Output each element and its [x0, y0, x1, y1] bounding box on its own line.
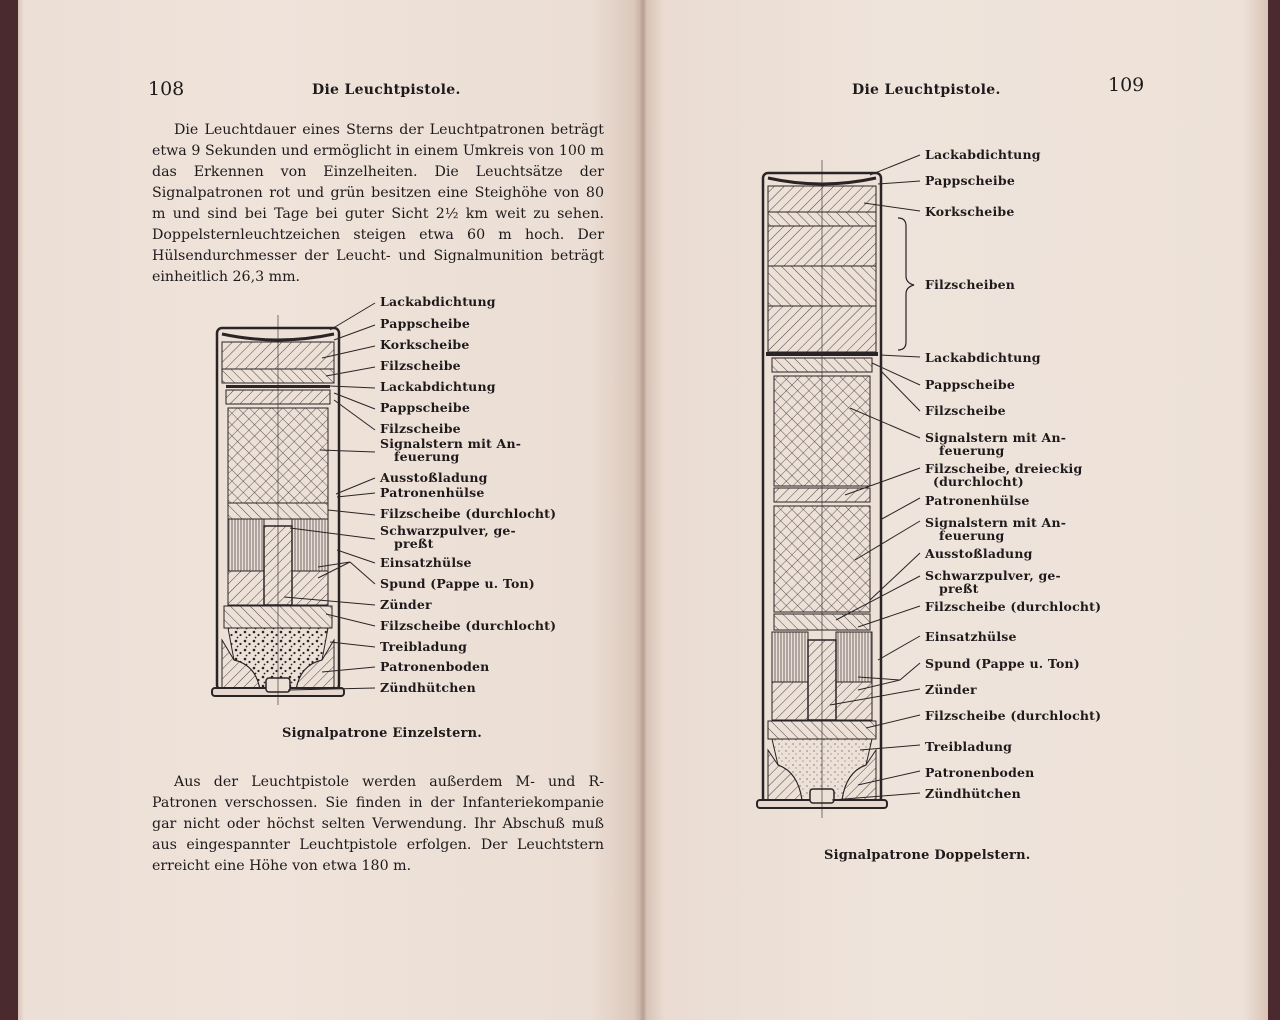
label-r-signalstern-2-line1: Signalstern mit An- — [925, 515, 1067, 530]
label-r-spund: Spund (Pappe u. Ton) — [925, 656, 1080, 671]
label-signalstern — [380, 437, 521, 463]
label-r-pappscheibe-2: Pappscheibe — [925, 377, 1015, 392]
paragraph-2-text: Aus der Leuchtpistole werden außerdem M- und R-Patronen verschossen. Sie finden in der Infanteriekompanie gar nicht oder höchst selten Verwendung. Ihr Abschuß muß aus eingespannter Leuchtpistole erfolgen. Der Leuchtstern erreicht eine Höhe von etwa 180 m. — [152, 774, 604, 874]
label-r-signalstern-1 — [925, 431, 1066, 457]
label-r-patronenboden: Patronenboden — [925, 765, 1035, 780]
label-schwarzpulver-line1: Schwarzpulver, ge- — [380, 523, 516, 538]
label-r-filzscheibe-dreieckig-line2: (durchlocht) — [933, 474, 1024, 489]
label-schwarzpulver — [380, 524, 516, 550]
running-head-right: Die Leuchtpistole. — [852, 82, 1001, 98]
right-cartridge-drawing — [757, 160, 914, 818]
label-patronenboden: Patronenboden — [380, 659, 490, 674]
running-head-left: Die Leuchtpistole. — [312, 82, 461, 98]
label-filzscheibe: Filzscheibe — [380, 358, 461, 373]
label-korkscheibe: Korkscheibe — [380, 337, 470, 352]
label-r-filzscheibe-durchlocht-2: Filzscheibe (durchlocht) — [925, 708, 1102, 723]
label-r-lackabdichtung: Lackabdichtung — [925, 147, 1041, 162]
label-patronenhuelse: Patronenhülse — [380, 485, 485, 500]
page-number-right: 109 — [1108, 74, 1145, 96]
label-r-lackabdichtung-2: Lackabdichtung — [925, 350, 1041, 365]
label-zuendhuetchen: Zündhütchen — [380, 680, 476, 695]
left-cartridge-drawing — [212, 315, 344, 705]
label-r-schwarzpulver-line2: preßt — [939, 581, 979, 596]
paragraph-2 — [152, 772, 604, 877]
label-zuender: Zünder — [380, 597, 432, 612]
label-schwarzpulver-line2: preßt — [394, 536, 434, 551]
label-filzscheibe-durchlocht-2: Filzscheibe (durchlocht) — [380, 618, 557, 633]
label-r-signalstern-2-line2: feuerung — [939, 528, 1005, 543]
label-r-filzscheibe-durchlocht: Filzscheibe (durchlocht) — [925, 599, 1102, 614]
label-ausstossladung: Ausstoßladung — [380, 470, 488, 485]
label-lackabdichtung: Lackabdichtung — [380, 294, 496, 309]
label-r-einsatzhuelse: Einsatzhülse — [925, 629, 1017, 644]
label-pappscheibe-2: Pappscheibe — [380, 400, 470, 415]
paragraph-1-text: Die Leuchtdauer eines Sterns der Leuchtpatronen beträgt etwa 9 Sekunden und ermöglicht in einem Umkreis von 100 m das Erkennen von Einzelheiten. Die Leuchtsätze der Signalpatronen rot und grün besitzen eine Steighöhe von 80 m und sind bei Tage bei guter Sicht 2½ km weit zu sehen. Doppelsternleuchtzeichen steigen etwa 60 m hoch. Der Hülsendurchmesser der Leucht- und Signalmunition beträgt einheitlich 26,3 mm. — [152, 122, 604, 285]
label-r-filzscheiben: Filzscheiben — [925, 277, 1016, 292]
label-r-filzscheibe-dreieckig-line1: Filzscheibe, dreieckig — [925, 461, 1083, 476]
page-number-left: 108 — [148, 78, 185, 100]
label-r-filzscheibe-dreieckig — [925, 462, 1082, 488]
label-signalstern-line1: Signalstern mit An- — [380, 436, 522, 451]
label-r-ausstossladung: Ausstoßladung — [925, 546, 1033, 561]
label-r-schwarzpulver — [925, 569, 1061, 595]
figure-caption-right: Signalpatrone Doppelstern. — [824, 848, 1031, 863]
label-filzscheibe-durchlocht: Filzscheibe (durchlocht) — [380, 506, 557, 521]
label-r-pappscheibe: Pappscheibe — [925, 173, 1015, 188]
label-einsatzhuelse: Einsatzhülse — [380, 555, 472, 570]
label-r-signalstern-2 — [925, 516, 1066, 542]
label-r-signalstern-1-line2: feuerung — [939, 443, 1005, 458]
figure-caption-left: Signalpatrone Einzelstern. — [282, 726, 483, 741]
label-spund: Spund (Pappe u. Ton) — [380, 576, 535, 591]
label-r-korkscheibe: Korkscheibe — [925, 204, 1015, 219]
label-r-schwarzpulver-line1: Schwarzpulver, ge- — [925, 568, 1061, 583]
label-r-zuendhuetchen: Zündhütchen — [925, 786, 1021, 801]
label-r-signalstern-1-line1: Signalstern mit An- — [925, 430, 1067, 445]
label-treibladung: Treibladung — [380, 639, 468, 654]
label-r-filzscheibe: Filzscheibe — [925, 403, 1006, 418]
label-r-treibladung: Treibladung — [925, 739, 1013, 754]
label-lackabdichtung-2: Lackabdichtung — [380, 379, 496, 394]
label-signalstern-line2: feuerung — [394, 449, 460, 464]
label-r-zuender: Zünder — [925, 682, 977, 697]
label-filzscheibe-2: Filzscheibe — [380, 421, 461, 436]
label-r-patronenhuelse: Patronenhülse — [925, 493, 1030, 508]
label-pappscheibe: Pappscheibe — [380, 316, 470, 331]
